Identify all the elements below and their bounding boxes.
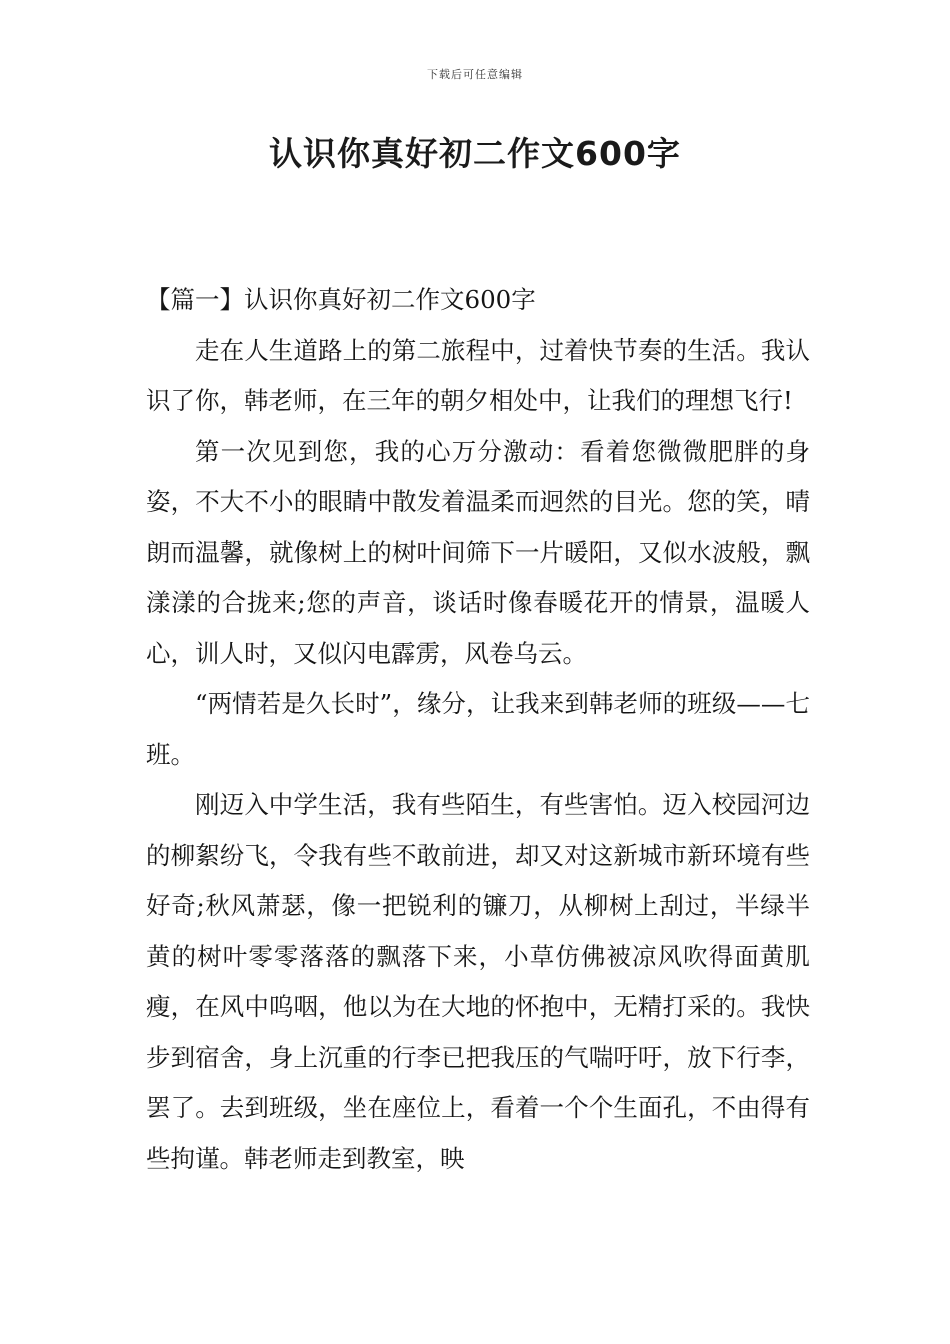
paragraph-3: “两情若是久长时”，缘分，让我来到韩老师的班级——七班。 xyxy=(146,689,810,769)
paragraph-4: 刚迈入中学生活，我有些陌生，有些害怕。迈入校园河边的柳絮纷飞，令我有些不敢前进，却又对这新城市新环境有些好奇;秋风萧瑟，像一把锐利的镰刀，从柳树上刮过，半绿半黄的树叶零零落落的飘落下来，小草仿佛被凉风吹得面黄肌瘦，在风中呜咽，他以为在大地的怀抱中，无精打采的。我快步到宿舍，身上沉重的行李已把我压的气喘吁吁，放下行李，罢了。去到班级，坐在座位上，看着一个个生面孔，不由得有些拘谨。韩老师走到教室，映 xyxy=(146,790,810,1173)
document-body xyxy=(146,275,810,1184)
document-title: 认识你真好初二作文600字 xyxy=(269,134,681,173)
paragraph-1: 走在人生道路上的第二旅程中，过着快节奏的生活。我认识了你，韩老师，在三年的朝夕相处中，让我们的理想飞行! xyxy=(146,335,810,415)
section-heading: 【篇一】认识你真好初二作文600字 xyxy=(146,285,536,314)
header-note: 下载后可任意编辑 xyxy=(427,68,523,81)
paragraph-2: 第一次见到您，我的心万分激动：看着您微微肥胖的身姿，不大不小的眼睛中散发着温柔而迥然的目光。您的笑，晴朗而温馨，就像树上的树叶间筛下一片暖阳，又似水波般，飘漾漾的合拢来;您的声音，谈话时像春暖花开的情景，温暖人心，训人时，又似闪电霹雳，风卷乌云。 xyxy=(146,436,810,668)
